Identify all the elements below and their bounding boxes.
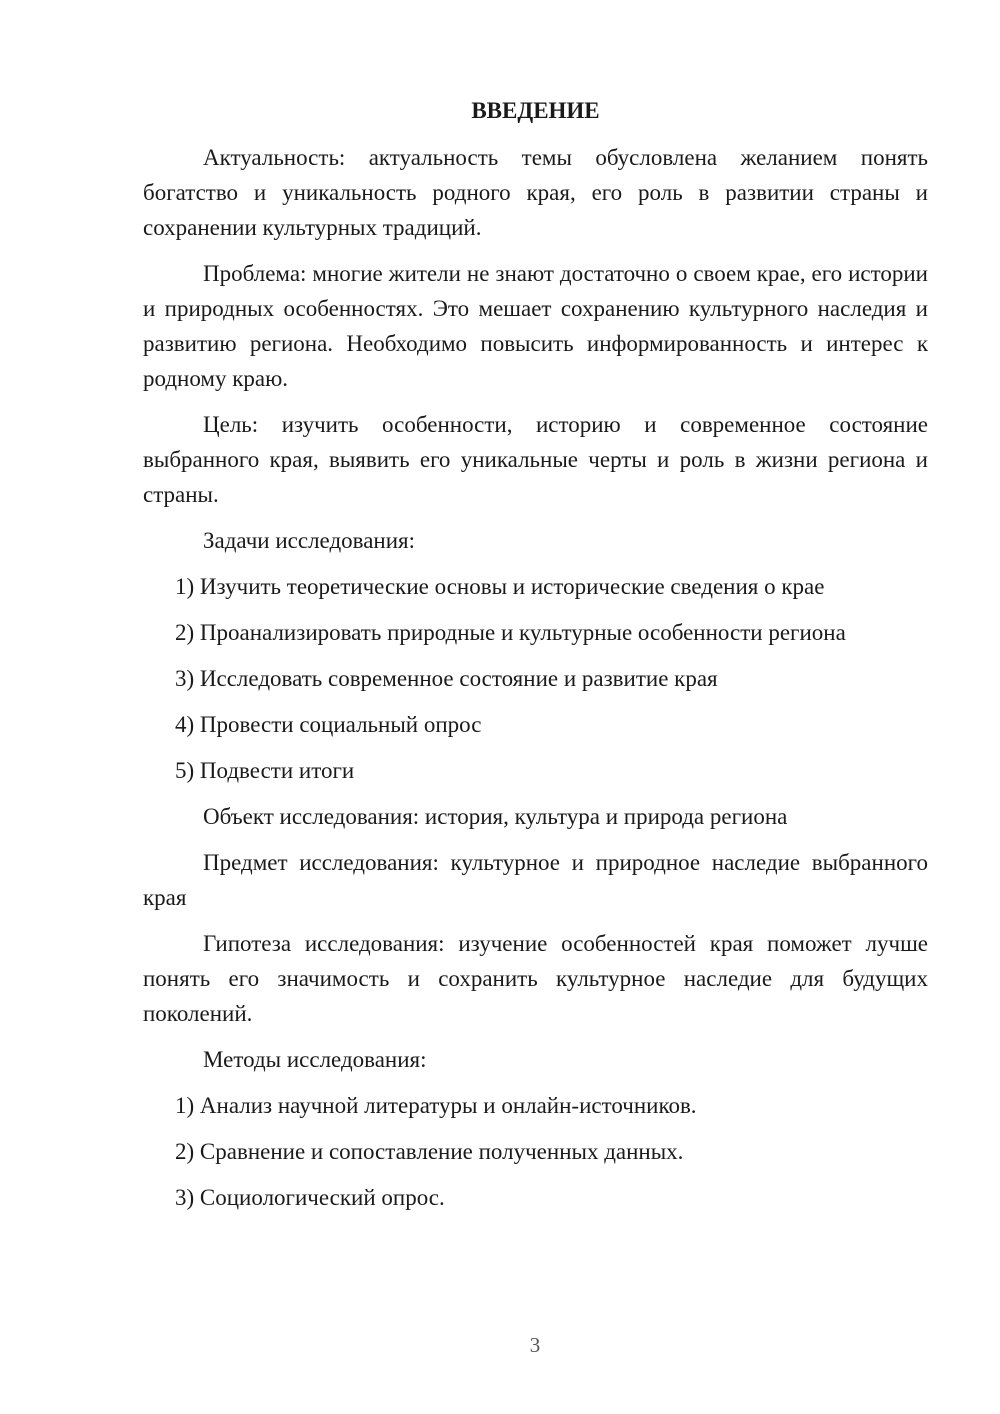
list-item: 1) Изучить теоретические основы и исторические сведения о крае [175, 574, 825, 599]
methods-list [143, 1088, 928, 1215]
object-paragraph: Объект исследования: история, культура и природа региона [203, 804, 788, 829]
relevance-paragraph: Актуальность: актуальность темы обусловлена желанием понять богатство и уникальность родного края, его роль в развитии страны и сохранении культурных традиций. [143, 145, 928, 240]
list-item: 1) Анализ научной литературы и онлайн-источников. [175, 1093, 697, 1118]
list-item: 2) Сравнение и сопоставление полученных данных. [175, 1139, 684, 1164]
list-item: 3) Исследовать современное состояние и развитие края [175, 666, 718, 691]
list-item: 5) Подвести итоги [175, 758, 355, 783]
document-page [143, 96, 928, 1226]
page-number: 3 [529, 1333, 541, 1357]
list-item: 2) Проанализировать природные и культурные особенности региона [175, 620, 846, 645]
list-item: 3) Социологический опрос. [175, 1185, 445, 1210]
tasks-heading: Задачи исследования: [203, 528, 416, 553]
hypothesis-paragraph: Гипотеза исследования: изучение особенностей края поможет лучше понять его значимость и сохранить культурное наследие для будущих поколений. [143, 931, 928, 1026]
tasks-list [143, 569, 928, 788]
problem-paragraph: Проблема: многие жители не знают достаточно о своем крае, его истории и природных особенностях. Это мешает сохранению культурного наследия и развитию региона. Необходимо повысить информированность и интерес к родному краю. [143, 261, 928, 391]
goal-paragraph: Цель: изучить особенности, историю и современное состояние выбранного края, выявить его уникальные черты и роль в жизни региона и страны. [143, 412, 928, 507]
subject-paragraph: Предмет исследования: культурное и природное наследие выбранного края [143, 850, 928, 910]
page-title: ВВЕДЕНИЕ [471, 98, 600, 123]
methods-heading: Методы исследования: [203, 1047, 427, 1072]
list-item: 4) Провести социальный опрос [175, 712, 482, 737]
